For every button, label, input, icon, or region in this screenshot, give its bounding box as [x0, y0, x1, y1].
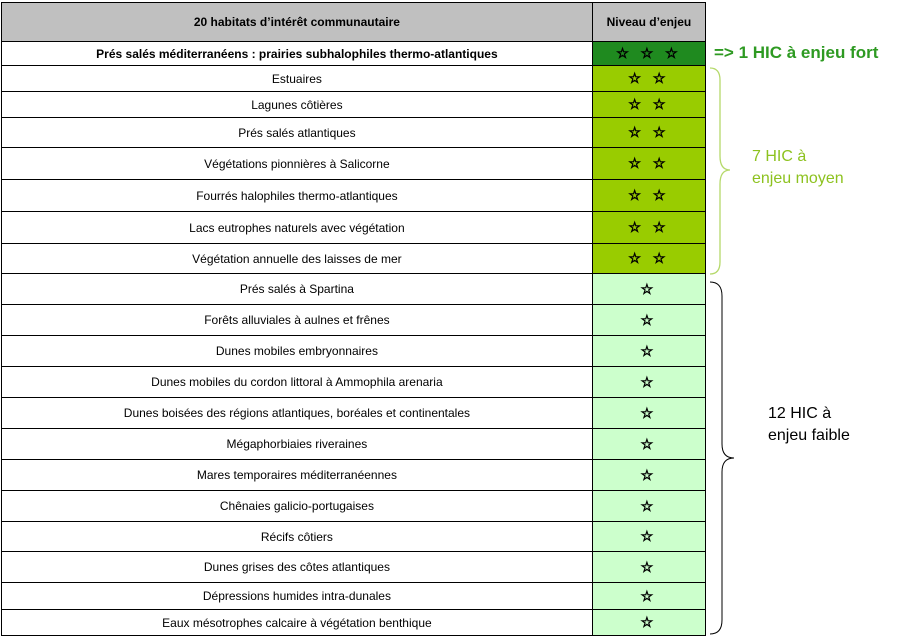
star-icon: ☆ — [640, 311, 658, 328]
table-row — [2, 212, 706, 244]
level-cell-moyen — [592, 212, 705, 244]
habitat-name: Prés salés à Spartina — [2, 274, 593, 305]
star-icon: ☆ ☆ — [628, 155, 670, 171]
habitat-name: Eaux mésotrophes calcaire à végétation benthique — [2, 610, 593, 636]
table-row — [2, 491, 706, 522]
level-cell-faible — [592, 429, 705, 460]
star-icon: ☆ — [640, 342, 658, 359]
star-icon: ☆ ☆ — [628, 219, 670, 235]
habitat-name: Récifs côtiers — [2, 522, 593, 552]
table-row — [2, 583, 706, 610]
level-cell-faible — [592, 610, 705, 636]
star-icon: ☆ — [640, 528, 658, 544]
level-cell-faible — [592, 522, 705, 552]
level-cell-faible — [592, 552, 705, 583]
level-cell-moyen — [592, 66, 705, 92]
habitat-name: Dunes mobiles du cordon littoral à Ammophila arenaria — [2, 367, 593, 398]
habitat-name: Végétations pionnières à Salicorne — [2, 148, 593, 180]
table-row — [2, 274, 706, 305]
star-icon: ☆ ☆ — [628, 96, 670, 112]
table-row — [2, 460, 706, 491]
table-row — [2, 118, 706, 148]
note-moyen-line2: enjeu moyen — [752, 170, 844, 187]
habitat-name: Estuaires — [2, 66, 593, 92]
habitats-table — [1, 2, 706, 636]
habitat-name: Prés salés méditerranéens : prairies subhalophiles thermo-atlantiques — [2, 42, 593, 66]
habitat-name: Dunes mobiles embryonnaires — [2, 336, 593, 367]
level-cell-faible — [592, 583, 705, 610]
table-row — [2, 148, 706, 180]
level-cell-faible — [592, 491, 705, 522]
star-icon: ☆ ☆ — [628, 124, 670, 140]
star-icon: ☆ ☆ ☆ — [616, 45, 682, 61]
table-row — [2, 92, 706, 118]
star-icon: ☆ — [640, 614, 658, 630]
star-icon: ☆ — [640, 587, 658, 604]
table-row — [2, 367, 706, 398]
habitat-name: Lacs eutrophes naturels avec végétation — [2, 212, 593, 244]
star-icon: ☆ — [640, 373, 658, 390]
table-row — [2, 610, 706, 636]
habitat-name: Dépressions humides intra-dunales — [2, 583, 593, 610]
level-cell-faible — [592, 367, 705, 398]
table-row — [2, 180, 706, 212]
table-row — [2, 42, 706, 66]
star-icon: ☆ — [640, 466, 658, 483]
table-row — [2, 66, 706, 92]
table-row — [2, 244, 706, 274]
note-moyen — [752, 146, 844, 190]
note-faible — [768, 403, 850, 447]
habitat-name: Dunes grises des côtes atlantiques — [2, 552, 593, 583]
habitat-name: Mégaphorbiaies riveraines — [2, 429, 593, 460]
level-column-header: Niveau d’enjeu — [592, 3, 705, 42]
level-cell-faible — [592, 398, 705, 429]
table-row — [2, 336, 706, 367]
brace-moyen-icon — [708, 66, 738, 276]
level-cell-moyen — [592, 244, 705, 274]
habitat-name: Prés salés atlantiques — [2, 118, 593, 148]
habitat-name: Forêts alluviales à aulnes et frênes — [2, 305, 593, 336]
level-cell-moyen — [592, 92, 705, 118]
table-row — [2, 429, 706, 460]
level-cell-moyen — [592, 180, 705, 212]
table-row — [2, 305, 706, 336]
note-fort: => 1 HIC à enjeu fort — [714, 43, 879, 62]
star-icon: ☆ — [640, 280, 658, 297]
star-icon: ☆ ☆ — [628, 70, 670, 86]
level-cell-moyen — [592, 118, 705, 148]
habitats-column-header: 20 habitats d’intérêt communautaire — [2, 3, 593, 42]
star-icon: ☆ ☆ — [628, 187, 670, 203]
habitat-name: Dunes boisées des régions atlantiques, boréales et continentales — [2, 398, 593, 429]
note-moyen-line1: 7 HIC à — [752, 148, 807, 165]
level-cell-faible — [592, 274, 705, 305]
habitat-name: Fourrés halophiles thermo-atlantiques — [2, 180, 593, 212]
star-icon: ☆ — [640, 435, 658, 452]
star-icon: ☆ — [640, 404, 658, 421]
level-cell-fort — [592, 42, 705, 66]
table-header-row — [2, 3, 706, 42]
level-cell-faible — [592, 460, 705, 491]
star-icon: ☆ ☆ — [628, 250, 670, 266]
table-row — [2, 552, 706, 583]
level-cell-faible — [592, 305, 705, 336]
habitat-name: Mares temporaires méditerranéennes — [2, 460, 593, 491]
brace-faible-icon — [708, 280, 740, 636]
note-faible-line1: 12 HIC à — [768, 405, 832, 422]
star-icon: ☆ — [640, 558, 658, 575]
star-icon: ☆ — [640, 497, 658, 514]
level-cell-moyen — [592, 148, 705, 180]
habitat-name: Lagunes côtières — [2, 92, 593, 118]
level-cell-faible — [592, 336, 705, 367]
note-faible-line2: enjeu faible — [768, 427, 850, 444]
table-row — [2, 522, 706, 552]
habitat-name: Végétation annuelle des laisses de mer — [2, 244, 593, 274]
table-row — [2, 398, 706, 429]
habitat-name: Chênaies galicio-portugaises — [2, 491, 593, 522]
